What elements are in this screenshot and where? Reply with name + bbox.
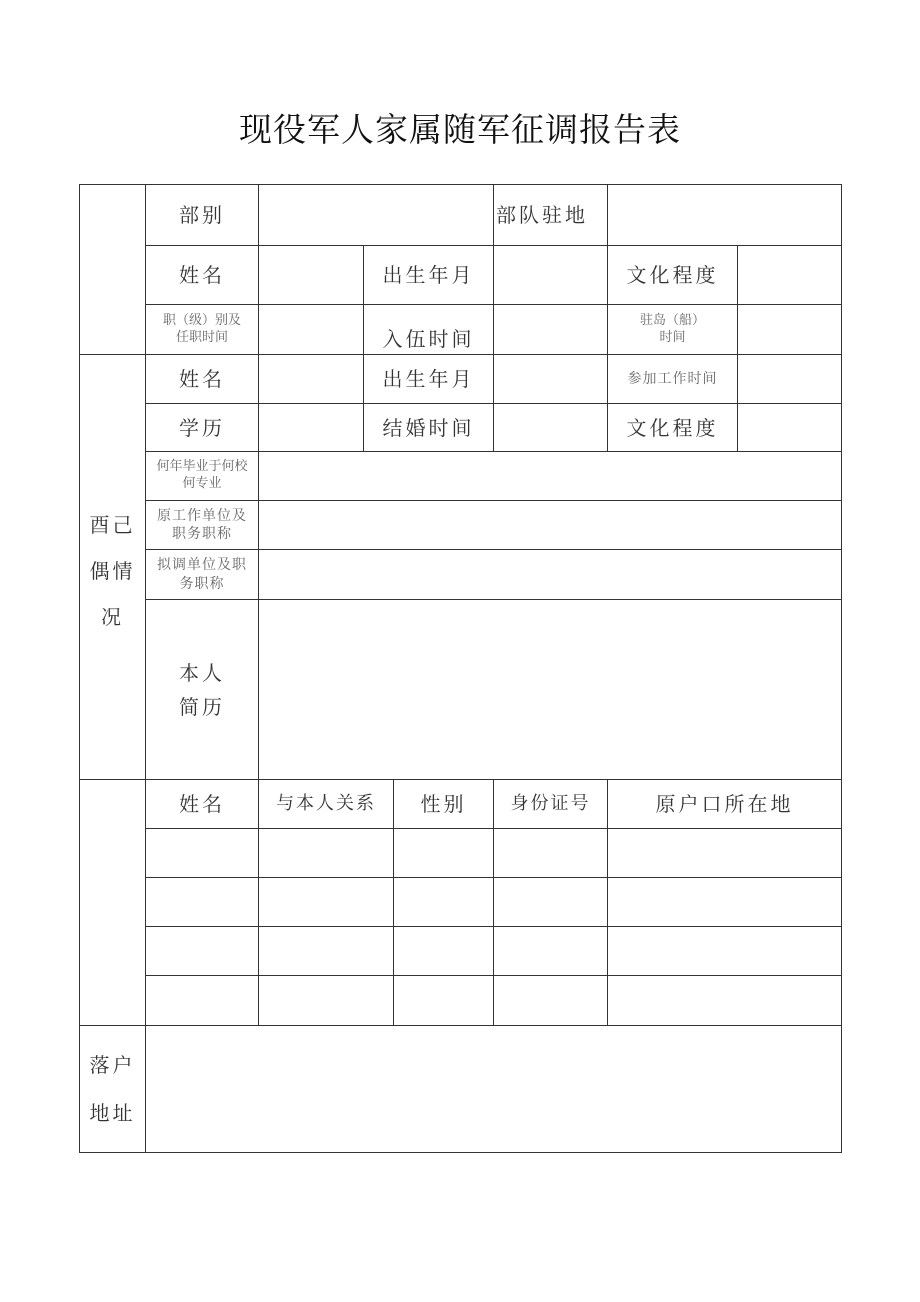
member-education-field[interactable] bbox=[737, 245, 842, 305]
family-cell[interactable] bbox=[145, 828, 259, 878]
family-cell[interactable] bbox=[607, 975, 842, 1026]
spouse-name-field[interactable] bbox=[258, 354, 364, 404]
family-cell[interactable] bbox=[607, 828, 842, 878]
graduation-label bbox=[145, 451, 259, 501]
family-cell[interactable] bbox=[493, 877, 608, 927]
spouse-marriage-field[interactable] bbox=[493, 403, 608, 452]
family-header-hukou: 原户口所在地 bbox=[607, 779, 842, 829]
spouse-work-start-field[interactable] bbox=[737, 354, 842, 404]
family-cell[interactable] bbox=[258, 877, 394, 927]
family-cell[interactable] bbox=[145, 877, 259, 927]
member-birth-label: 出生年月 bbox=[363, 245, 494, 305]
resume-label-line1: 本人 bbox=[179, 660, 225, 685]
rank-label bbox=[145, 304, 259, 355]
member-education-label: 文化程度 bbox=[607, 245, 738, 305]
graduation-label-line1: 何年毕业于何校 bbox=[156, 459, 248, 475]
spouse-side-label-3: 况 bbox=[101, 605, 124, 629]
planned-job-label bbox=[145, 549, 259, 600]
spouse-side-label-1: 酉己 bbox=[89, 513, 136, 537]
spouse-degree-label: 学历 bbox=[145, 403, 259, 452]
family-cell[interactable] bbox=[145, 926, 259, 976]
family-cell[interactable] bbox=[393, 926, 494, 976]
settlement-label-line2: 地址 bbox=[89, 1101, 136, 1125]
spouse-side-label bbox=[79, 354, 146, 780]
unit-label: 部别 bbox=[145, 184, 259, 246]
planned-job-field[interactable] bbox=[258, 549, 842, 600]
military-side-cell bbox=[79, 184, 146, 355]
settlement-label-line1: 落户 bbox=[89, 1053, 136, 1077]
family-cell[interactable] bbox=[145, 975, 259, 1026]
family-cell[interactable] bbox=[493, 926, 608, 976]
family-cell[interactable] bbox=[393, 975, 494, 1026]
family-header-name: 姓名 bbox=[145, 779, 259, 829]
spouse-birth-label: 出生年月 bbox=[363, 354, 494, 404]
document-title: 现役军人家属随军征调报告表 bbox=[239, 110, 681, 150]
resume-label-line2: 简历 bbox=[179, 694, 225, 719]
family-cell[interactable] bbox=[393, 877, 494, 927]
family-cell[interactable] bbox=[258, 926, 394, 976]
family-cell[interactable] bbox=[607, 877, 842, 927]
member-name-label: 姓名 bbox=[145, 245, 259, 305]
island-label-line2: 时间 bbox=[659, 329, 686, 345]
garrison-field[interactable] bbox=[607, 184, 842, 246]
spouse-side-label-2: 偶情 bbox=[89, 559, 136, 583]
graduation-label-line2: 何专业 bbox=[182, 476, 222, 491]
family-header-relation: 与本人关系 bbox=[258, 779, 394, 829]
family-side-cell bbox=[79, 779, 146, 1026]
island-field[interactable] bbox=[737, 304, 842, 355]
settlement-field[interactable] bbox=[145, 1025, 842, 1153]
former-job-label bbox=[145, 500, 259, 550]
spouse-birth-field[interactable] bbox=[493, 354, 608, 404]
family-cell[interactable] bbox=[607, 926, 842, 976]
family-cell[interactable] bbox=[258, 828, 394, 878]
member-name-field[interactable] bbox=[258, 245, 364, 305]
enlist-field[interactable] bbox=[493, 304, 608, 355]
resume-label bbox=[145, 599, 259, 780]
spouse-education-label: 文化程度 bbox=[607, 403, 738, 452]
rank-label-line2: 任职时间 bbox=[175, 329, 228, 345]
former-job-field[interactable] bbox=[258, 500, 842, 550]
graduation-field[interactable] bbox=[258, 451, 842, 501]
spouse-education-field[interactable] bbox=[737, 403, 842, 452]
enlist-label: 入伍时间 bbox=[363, 304, 494, 355]
family-cell[interactable] bbox=[393, 828, 494, 878]
spouse-marriage-label: 结婚时间 bbox=[363, 403, 494, 452]
resume-field[interactable] bbox=[258, 599, 842, 780]
family-header-gender: 性别 bbox=[393, 779, 494, 829]
family-cell[interactable] bbox=[493, 828, 608, 878]
family-cell[interactable] bbox=[258, 975, 394, 1026]
planned-job-label-line1: 拟调单位及职 bbox=[157, 557, 247, 574]
family-header-id: 身份证号 bbox=[493, 779, 608, 829]
island-label bbox=[607, 304, 738, 355]
spouse-name-label: 姓名 bbox=[145, 354, 259, 404]
spouse-work-start-label: 参加工作时间 bbox=[607, 354, 738, 404]
planned-job-label-line2: 务职称 bbox=[179, 575, 225, 592]
garrison-label: 部队驻地 bbox=[493, 184, 608, 246]
family-cell[interactable] bbox=[493, 975, 608, 1026]
rank-label-line1: 职（级）别及 bbox=[162, 312, 241, 328]
member-birth-field[interactable] bbox=[493, 245, 608, 305]
report-form bbox=[79, 184, 842, 1153]
former-job-label-line2: 职务职称 bbox=[172, 526, 232, 542]
settlement-label bbox=[79, 1025, 146, 1153]
island-label-line1: 驻岛（船） bbox=[639, 312, 705, 328]
former-job-label-line1: 原工作单位及 bbox=[157, 507, 247, 524]
rank-field[interactable] bbox=[258, 304, 364, 355]
spouse-degree-field[interactable] bbox=[258, 403, 364, 452]
unit-field[interactable] bbox=[258, 184, 494, 246]
